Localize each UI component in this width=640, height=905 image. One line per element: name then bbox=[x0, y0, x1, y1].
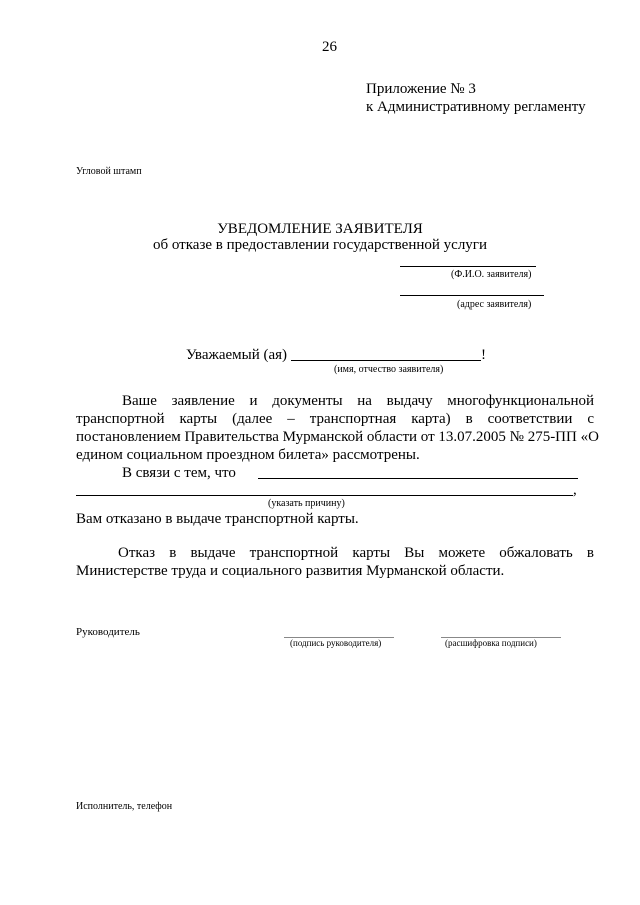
paragraph1-line1: Ваше заявление и документы на выдачу многофункциональной bbox=[122, 393, 594, 409]
appendix-line1: Приложение № 3 bbox=[366, 81, 476, 97]
greeting-name-line bbox=[291, 360, 481, 361]
reason-prefix: В связи с тем, что bbox=[122, 465, 236, 481]
paragraph1-line2: транспортной карты (далее – транспортная карта) в соответствии с bbox=[76, 411, 594, 427]
reason-hint: (указать причину) bbox=[268, 498, 345, 509]
applicant-name-hint: (Ф.И.О. заявителя) bbox=[451, 269, 532, 280]
paragraph1-line3: постановлением Правительства Мурманской области от 13.07.2005 № 275-ПП «О bbox=[76, 429, 599, 445]
corner-stamp: Угловой штамп bbox=[76, 166, 142, 177]
decryption-hint: (расшифровка подписи) bbox=[445, 638, 537, 648]
appendix-line2: к Административному регламенту bbox=[366, 99, 586, 115]
paragraph1-line4: едином социальном проездном билета» рассмотрены. bbox=[76, 447, 420, 463]
reason-comma: , bbox=[573, 482, 577, 498]
notice-title: УВЕДОМЛЕНИЕ ЗАЯВИТЕЛЯ bbox=[217, 221, 423, 237]
signature-hint: (подпись руководителя) bbox=[290, 638, 382, 648]
applicant-address-hint: (адрес заявителя) bbox=[457, 299, 532, 310]
notice-subtitle: об отказе в предоставлении государственной услуги bbox=[152, 237, 487, 253]
refusal-text: Вам отказано в выдаче транспортной карты. bbox=[76, 511, 359, 527]
executor-phone: Исполнитель, телефон bbox=[76, 801, 173, 812]
greeting-hint: (имя, отчество заявителя) bbox=[334, 364, 444, 375]
applicant-name-line bbox=[400, 266, 536, 267]
paragraph3-line1: Отказ в выдаче транспортной карты Вы можете обжаловать в bbox=[118, 545, 594, 561]
page-number: 26 bbox=[322, 39, 337, 55]
reason-line-2 bbox=[76, 495, 573, 496]
applicant-address-line bbox=[400, 295, 544, 296]
greeting-text: Уважаемый (ая) bbox=[186, 347, 288, 363]
greeting-exclamation: ! bbox=[481, 347, 486, 363]
head-label: Руководитель bbox=[76, 626, 140, 638]
reason-line-1 bbox=[258, 478, 578, 479]
paragraph3-line2: Министерстве труда и социального развития Мурманской области. bbox=[76, 563, 505, 579]
